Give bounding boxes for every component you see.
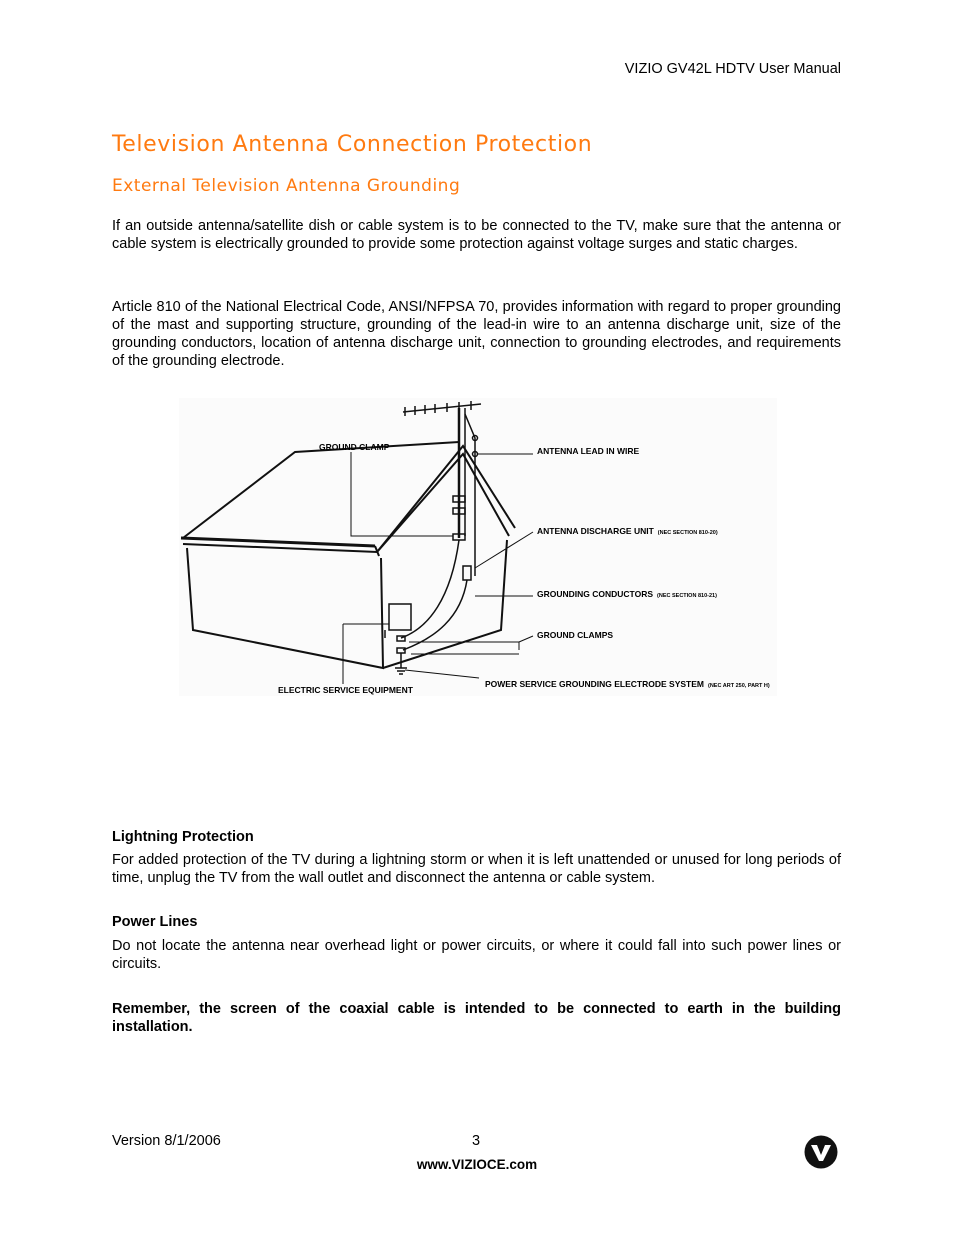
label-ground-clamps: GROUND CLAMPS [537,630,614,640]
footer-url: www.VIZIOCE.com [416,1157,538,1172]
running-header: VIZIO GV42L HDTV User Manual [624,61,841,77]
section-subtitle: External Television Antenna Grounding [112,176,461,196]
coaxial-reminder: Remember, the screen of the coaxial cable is intended to be connected to earth in the building installation. [112,1001,841,1035]
vizio-logo-icon [804,1135,838,1169]
lightning-text: For added protection of the TV during a lightning storm or when it is left unattended or unused for long periods of time, unplug the TV from the wall outlet and disconnect the antenna or cable system. [112,852,841,886]
label-power-service: POWER SERVICE GROUNDING ELECTRODE SYSTEM (NEC ART 250, PART H) [485,679,770,689]
paragraph-antenna-grounding: If an outside antenna/satellite dish or cable system is to be connected to the TV, make sure that the antenna or cable system is electrically grounded to provide some protection against voltage surges and static charges. [112,218,841,252]
section-title: Television Antenna Connection Protection [112,132,593,157]
page-number: 3 [472,1133,481,1149]
label-antenna-lead: ANTENNA LEAD IN WIRE [537,446,640,456]
lightning-heading: Lightning Protection [112,829,254,845]
paragraph-nec-article: Article 810 of the National Electrical Code, ANSI/NFPSA 70, provides information with regard to proper grounding of the mast and supporting structure, grounding of the lead-in wire to an antenna discharge unit, size of the grounding conductors, location of antenna discharge unit, connection to grounding electrodes, and requirements of the grounding electrode. [112,299,841,369]
label-ground-clamp: GROUND CLAMP [319,442,390,452]
label-grounding-conductors: GROUNDING CONDUCTORS (NEC SECTION 810-21) [537,589,717,599]
label-discharge-unit: ANTENNA DISCHARGE UNIT (NEC SECTION 810-20) [537,526,718,536]
power-lines-text: Do not locate the antenna near overhead light or power circuits, or where it could fall into such power lines or circuits. [112,938,841,972]
version-label: Version 8/1/2006 [112,1133,221,1149]
power-lines-heading: Power Lines [112,914,198,930]
antenna-grounding-diagram [179,398,777,696]
label-electric-service: ELECTRIC SERVICE EQUIPMENT [278,685,413,695]
